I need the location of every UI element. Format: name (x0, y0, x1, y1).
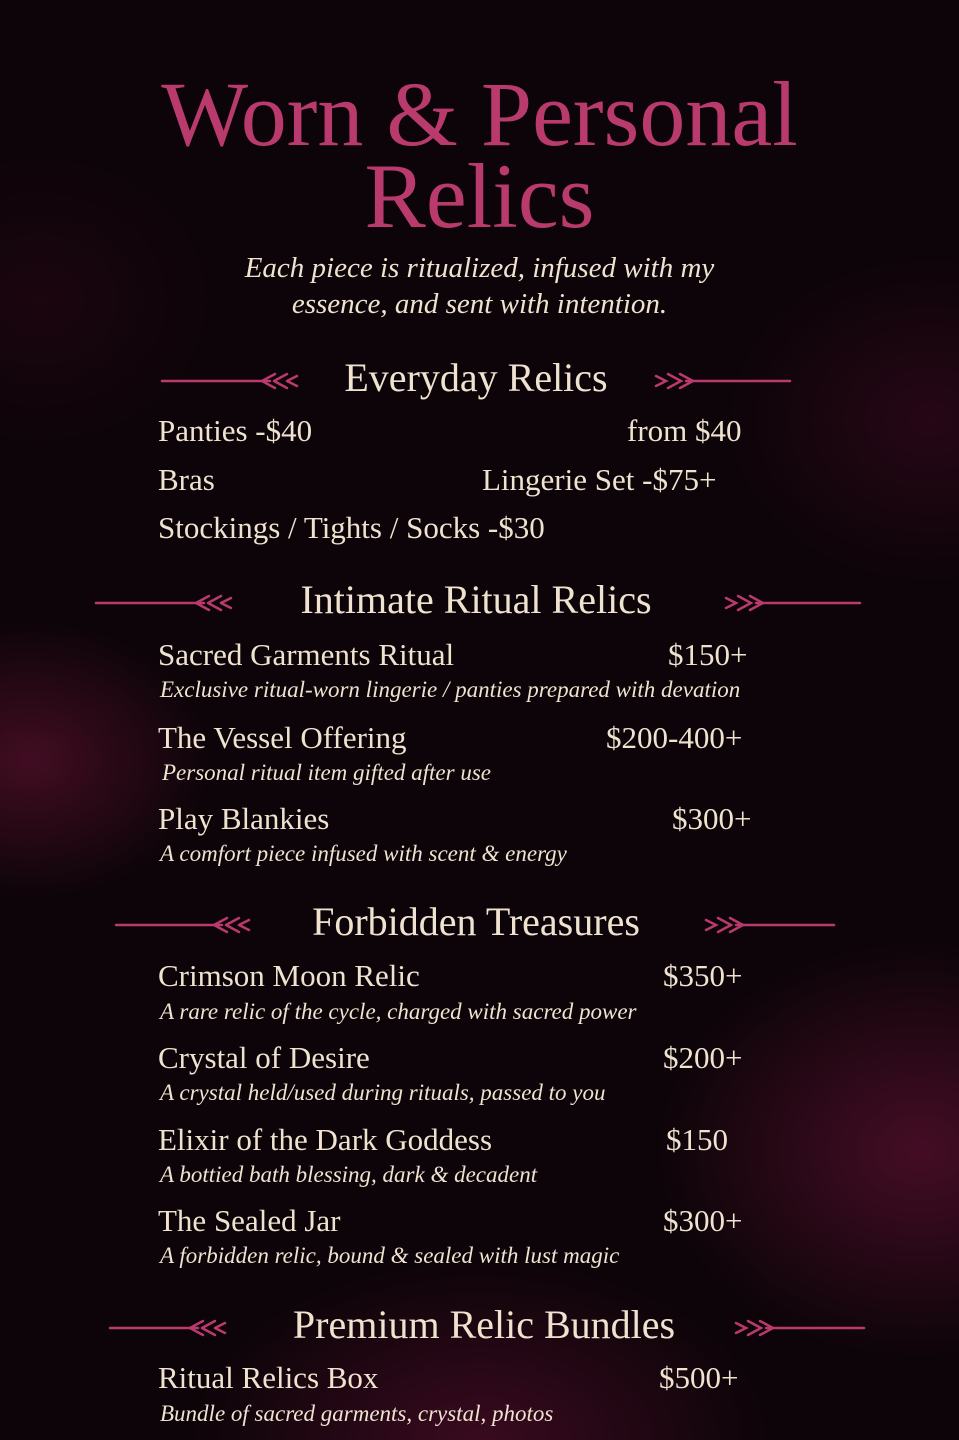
divider-right-everyday (656, 374, 790, 388)
item-price: $500+ (659, 1360, 739, 1395)
item-name: Crystal of Desire (158, 1040, 370, 1075)
item-price: $150+ (668, 637, 748, 672)
item-name: Play Blankies (158, 801, 330, 836)
item-name: The Vessel Offering (158, 720, 407, 755)
divider-left-intimate (96, 596, 231, 610)
divider-right-premium (736, 1321, 864, 1335)
section-heading-intimate: Intimate Ritual Relics (300, 577, 652, 622)
item-description: Personal ritual item gifted after use (162, 760, 491, 785)
item-description: A bottied bath blessing, dark & decadent (160, 1162, 538, 1187)
section-heading-forbidden: Forbidden Treasures (312, 899, 640, 944)
item-price: $300+ (672, 801, 752, 836)
item-description: A crystal held/used during rituals, passed to you (160, 1080, 606, 1105)
subtitle-line2: essence, and sent with intention. (291, 288, 668, 320)
section-heading-everyday: Everyday Relics (344, 355, 608, 400)
item-name: Elixir of the Dark Goddess (158, 1122, 493, 1157)
divider-left-forbidden (116, 918, 249, 932)
divider-left-everyday (162, 374, 297, 388)
item-price: $150 (666, 1122, 728, 1157)
everyday-panties: Panties -$40 (158, 413, 313, 448)
section-heading-premium: Premium Relic Bundles (292, 1302, 676, 1347)
item-name: Crimson Moon Relic (158, 958, 420, 993)
everyday-bras: Bras (158, 462, 215, 497)
item-price: $200-400+ (606, 720, 743, 755)
divider-right-forbidden (706, 918, 834, 932)
everyday-stockings: Stockings / Tights / Socks -$30 (158, 510, 545, 545)
item-name: The Sealed Jar (158, 1203, 341, 1238)
item-description: A rare relic of the cycle, charged with sacred power (160, 999, 637, 1024)
subtitle-line1: Each piece is ritualized, infused with my (244, 252, 715, 284)
page-title-line2: Relics (364, 145, 595, 247)
divider-left-premium (110, 1321, 225, 1335)
item-description: Bundle of sacred garments, crystal, photos (160, 1401, 554, 1426)
everyday-lingerie-set: Lingerie Set -$75+ (482, 462, 717, 497)
item-description: Exclusive ritual-worn lingerie / panties prepared with devation (160, 677, 741, 702)
item-price: $350+ (663, 958, 743, 993)
item-name: Sacred Garments Ritual (158, 637, 455, 672)
item-price: $300+ (663, 1203, 743, 1238)
item-description: A comfort piece infused with scent & energy (160, 841, 567, 866)
item-description: A forbidden relic, bound & sealed with lust magic (160, 1243, 620, 1268)
item-name: Ritual Relics Box (158, 1360, 379, 1395)
divider-right-intimate (726, 596, 860, 610)
page-title-line1: Worn & Personal (161, 63, 798, 165)
everyday-from-price: from $40 (627, 413, 742, 448)
item-price: $200+ (663, 1040, 743, 1075)
